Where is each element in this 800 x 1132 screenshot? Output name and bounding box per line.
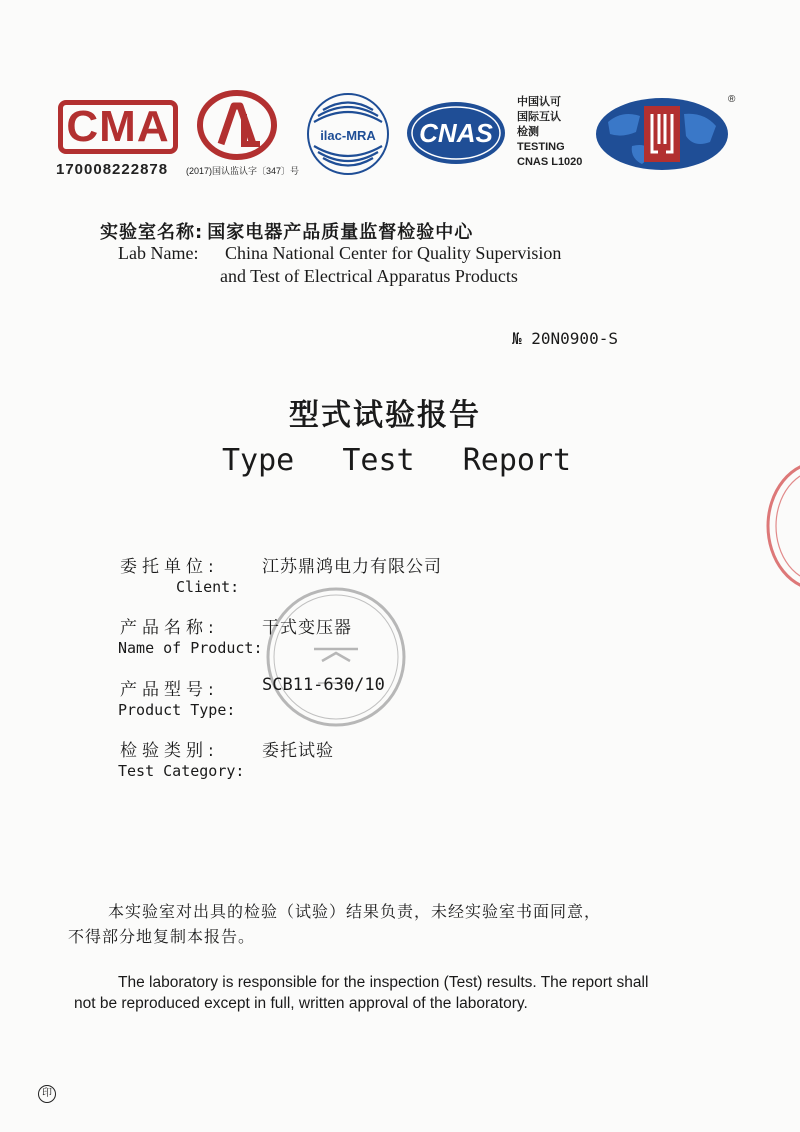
lab-name-cn-value: 国家电器产品质量监督检验中心 [207, 222, 474, 243]
edge-red-seal-stamp [760, 456, 800, 596]
lab-name-cn [100, 218, 473, 244]
mra-line: TESTING [517, 141, 565, 153]
client-value: 江苏鼎鸿电力有限公司 [262, 557, 442, 577]
mra-line: CNAS L1020 [517, 156, 583, 168]
lab-name-en-line1: China National Center for Quality Supervision [225, 243, 562, 263]
cal-logo [196, 88, 278, 162]
disclaimer-cn-line1: 本实验室对出具的检验（试验）结果负责，未经实验室书面同意， [108, 902, 602, 921]
product-name-value: 干式变压器 [262, 618, 352, 638]
inspection-seal-stamp [262, 583, 410, 731]
disclaimer-en-line1: The laboratory is responsible for the inspection (Test) results. The report shall [118, 974, 649, 991]
product-name-label-cn: 产品名称: [120, 618, 219, 638]
registered-mark: ® [728, 94, 736, 105]
report-number: № 20N0900-S [512, 329, 618, 348]
mra-line: 国际互认 [517, 111, 561, 123]
disclaimer-cn-line2: 不得部分地复制本报告。 [68, 927, 256, 946]
test-category-value: 委托试验 [262, 741, 334, 761]
lab-name-cn-label: 实验室名称: [100, 222, 204, 243]
lab-name-en-line2: and Test of Electrical Apparatus Products [220, 266, 518, 286]
test-category-label-cn: 检验类别: [120, 741, 219, 761]
cma-number: 170008222878 [56, 161, 169, 178]
cnas-logo [405, 100, 507, 166]
print-mark-icon: 印 [38, 1085, 56, 1103]
cma-logo: CMA [58, 100, 178, 154]
product-name-label-en: Name of Product: [118, 639, 263, 657]
cal-number: (2017)国认监认字〔347〕号 [186, 166, 300, 176]
client-label-cn: 委托单位: [120, 557, 219, 577]
ilac-mark-text: ilac-MRA [320, 128, 376, 143]
cnas-mark-text: CNAS [419, 118, 493, 148]
test-category-label-en: Test Category: [118, 762, 245, 780]
mra-text-block [517, 95, 582, 170]
product-type-label-en: Product Type: [118, 701, 236, 719]
mra-line: 检测 [517, 126, 539, 138]
iqnet-globe-logo [592, 92, 736, 174]
mra-line: 中国认可 [517, 96, 561, 108]
ilac-mra-logo [306, 92, 390, 176]
disclaimer-en-line2: not be reproduced except in full, written approval of the laboratory. [74, 995, 528, 1012]
report-title-cn: 型式试验报告 [289, 398, 481, 433]
product-type-value: SCB11-630/10 [262, 675, 385, 695]
client-label-en: Client: [176, 578, 240, 596]
report-title-en: Type Test Report [222, 443, 572, 478]
product-type-label-cn: 产品型号: [120, 680, 219, 700]
lab-name-en-label: Lab Name: [118, 243, 199, 263]
